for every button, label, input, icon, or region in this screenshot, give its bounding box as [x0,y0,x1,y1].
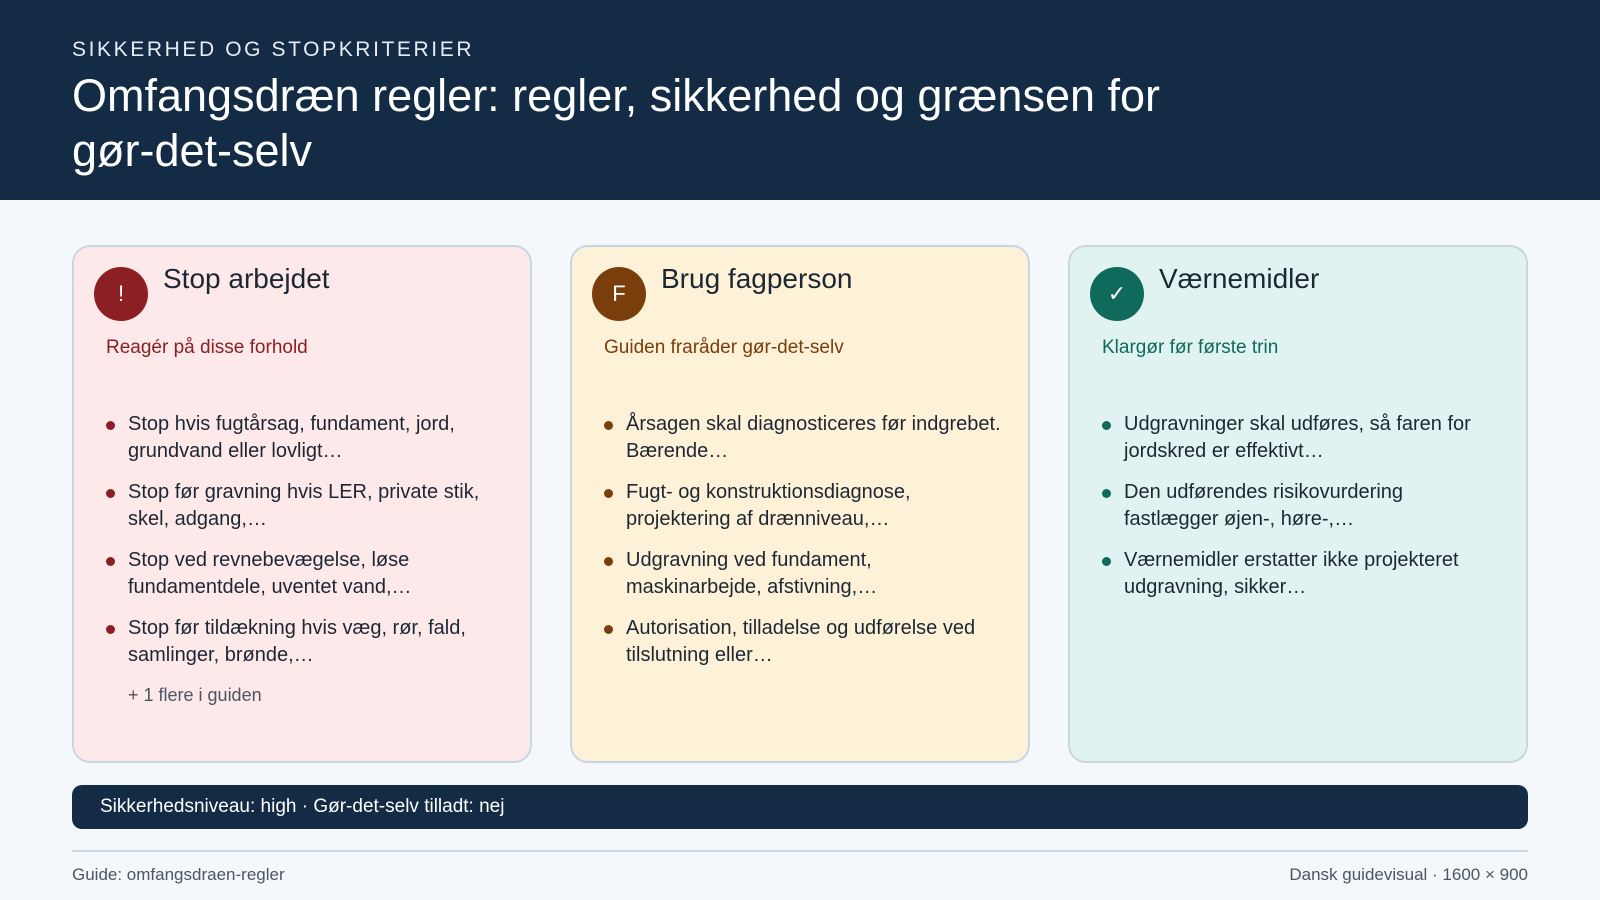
bullet-icon [604,625,613,634]
card-stop-work [72,245,532,763]
bullet-icon [1102,557,1111,566]
list-item: Årsagen skal diagnosticeres før indgrebet. Bærende… [604,411,1004,465]
footer-meta: Dansk guidevisual · 1600 × 900 [1289,865,1528,884]
list-item: Stop ved revnebevægelse, løse fundamentdele, uventet vand,… [106,547,506,601]
bullet-icon [106,625,115,634]
page-header [0,0,1600,200]
checkmark-icon: ✓ [1090,267,1144,321]
list-item: Stop før gravning hvis LER, private stik, skel, adgang,… [106,479,506,533]
status-bar: Sikkerhedsniveau: high · Gør-det-selv tilladt: nej [72,785,1528,829]
list-item: Værnemidler erstatter ikke projekteret udgravning, sikker… [1102,547,1502,601]
list-item: Stop hvis fugtårsag, fundament, jord, grundvand eller lovligt… [106,411,506,465]
bullet-icon [106,489,115,498]
card-item-list [106,411,506,683]
bullet-icon [106,557,115,566]
card-title: Brug fagperson [661,263,853,294]
footer-guide-id: Guide: omfangsdraen-regler [72,865,285,884]
page-title: Omfangsdræn regler: regler, sikkerhed og grænsen for gør-det-selv [72,70,1161,176]
list-item: Den udførendes risikovurdering fastlægger øjen-, høre-,… [1102,479,1502,533]
letter-f-icon: F [592,267,646,321]
list-item: Fugt- og konstruktionsdiagnose, projektering af drænniveau,… [604,479,1004,533]
list-item: Autorisation, tilladelse og udførelse ved tilslutning eller… [604,615,1004,669]
bullet-icon [604,489,613,498]
bullet-icon [1102,421,1111,430]
card-subtitle: Guiden fraråder gør-det-selv [604,337,844,358]
bullet-icon [604,557,613,566]
list-item: Udgravninger skal udføres, så faren for jordskred er effektivt… [1102,411,1502,465]
more-items-note: + 1 flere i guiden [128,685,262,705]
page-kicker: SIKKERHED OG STOPKRITERIER [72,38,475,61]
card-item-list [604,411,1004,683]
card-use-professional [570,245,1030,763]
card-title: Værnemidler [1159,263,1320,294]
card-item-list [1102,411,1502,615]
list-item: Stop før tildækning hvis væg, rør, fald, samlinger, brønde,… [106,615,506,669]
list-item: Udgravning ved fundament, maskinarbejde, afstivning,… [604,547,1004,601]
exclamation-icon: ! [94,267,148,321]
card-subtitle: Klargør før første trin [1102,337,1279,358]
bullet-icon [106,421,115,430]
bullet-icon [1102,489,1111,498]
bullet-icon [604,421,613,430]
card-protective-gear [1068,245,1528,763]
footer-divider [72,850,1528,852]
card-subtitle: Reagér på disse forhold [106,337,308,358]
card-title: Stop arbejdet [163,263,330,294]
